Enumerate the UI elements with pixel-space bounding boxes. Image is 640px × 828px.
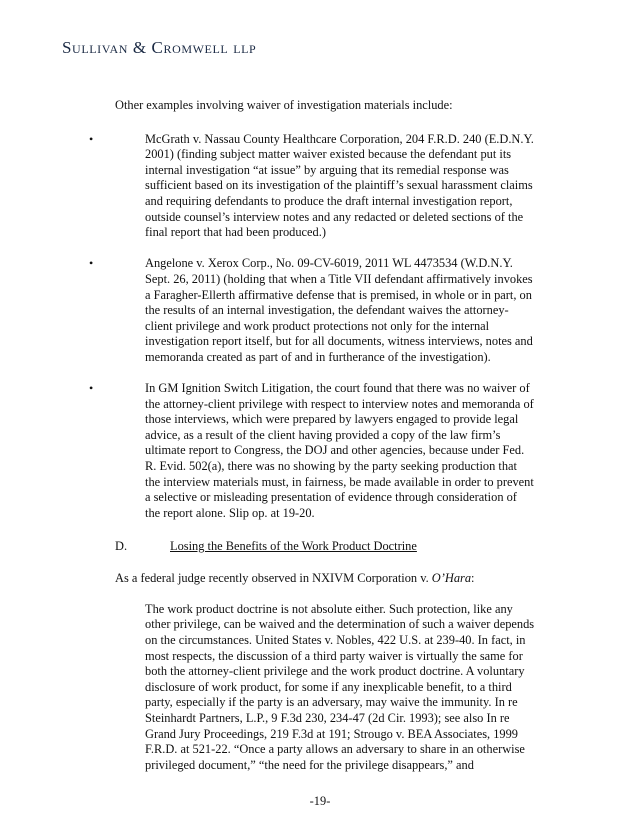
list-item (89, 131, 535, 241)
block-quote: The work product doctrine is not absolute either. Such protection, like any other privilege, can be waived and the determination of such a waiver depends on the circumstances. United States v. Nobles, 422 U.S. at 239-40. In fact, in most respects, the discussion of a third party waiver is virtually the same for both the attorney-client privilege and the work product doctrine. A voluntary disclosure of work product, for some if any inexplicable benefit, to a third party, especially if the party is an adversary, may waive the immunity. In re Steinhardt Partners, L.P., 9 F.3d 230, 234-47 (2d Cir. 1993); see also In re Grand Jury Proceedings, 219 F.3d at 191; Strougo v. BEA Associates, 1999 F.R.D. at 521-22. “Once a party allows an adversary to share in an otherwise privileged document,” “the need for the privilege disappears,” and (145, 601, 535, 772)
lead-suffix: : (471, 570, 475, 585)
section-heading (115, 539, 535, 555)
document-body (89, 98, 535, 773)
list-item (89, 381, 535, 521)
bullet-text: Angelone v. Xerox Corp., No. 09-CV-6019, 2011 WL 4473534 (W.D.N.Y. Sept. 26, 2011) (holding that when a Title VII defendant affirmatively invokes a Faragher-Ellerth affirmative defense that is premised, in whole or in part, on the results of an internal investigation, the defendant waives the attorney-client privilege and work product protections not only for the internal investigation report itself, but for all documents, witness interviews, notes and memoranda created as part of and in furtherance of the investigation). (145, 256, 533, 364)
section-letter: D. (115, 539, 128, 554)
lead-paragraph (115, 571, 535, 587)
bullet-text: In GM Ignition Switch Litigation, the court found that there was no waiver of the attorney-client privilege with respect to interview notes and memoranda of those interviews, which were prepared by lawyers engaged to provide legal advice, as a result of the client having provided a copy of the law firm’s ultimate report to Congress, the DOJ and other agencies, because under Fed. R. Evid. 502(a), there was no showing by the party seeking production that the interview materials must, in fairness, be made available in order to prevent a selective or misleading presentation of evidence through consideration of the report alone. Slip op. at 19-20. (145, 381, 534, 520)
intro-paragraph: Other examples involving waiver of investigation materials include: (115, 98, 453, 112)
bullet-icon: • (89, 256, 94, 271)
section-title: Losing the Benefits of the Work Product Doctrine (170, 539, 417, 554)
list-item (89, 256, 535, 365)
firm-name-header: Sullivan & Cromwell llp (62, 38, 257, 57)
page-number: -19- (309, 794, 331, 808)
lead-prefix: As a federal judge recently observed in NXIVM Corporation v. (115, 570, 432, 585)
case-name-italic: O’Hara (431, 570, 472, 585)
bullet-icon: • (89, 381, 94, 396)
bullet-icon: • (89, 131, 94, 146)
bullet-text: McGrath v. Nassau County Healthcare Corporation, 204 F.R.D. 240 (E.D.N.Y. 2001) (finding subject matter waiver existed because the defendant put its internal investigation “at issue” by arguing that its remedial response was sufficient based on its investigation of the plaintiff’s sexual harassment claims and requiring defendants to produce the draft internal investigation report, outside counsel’s interview notes and any redacted or deleted sections of the final report that had been produced.) (145, 131, 534, 240)
